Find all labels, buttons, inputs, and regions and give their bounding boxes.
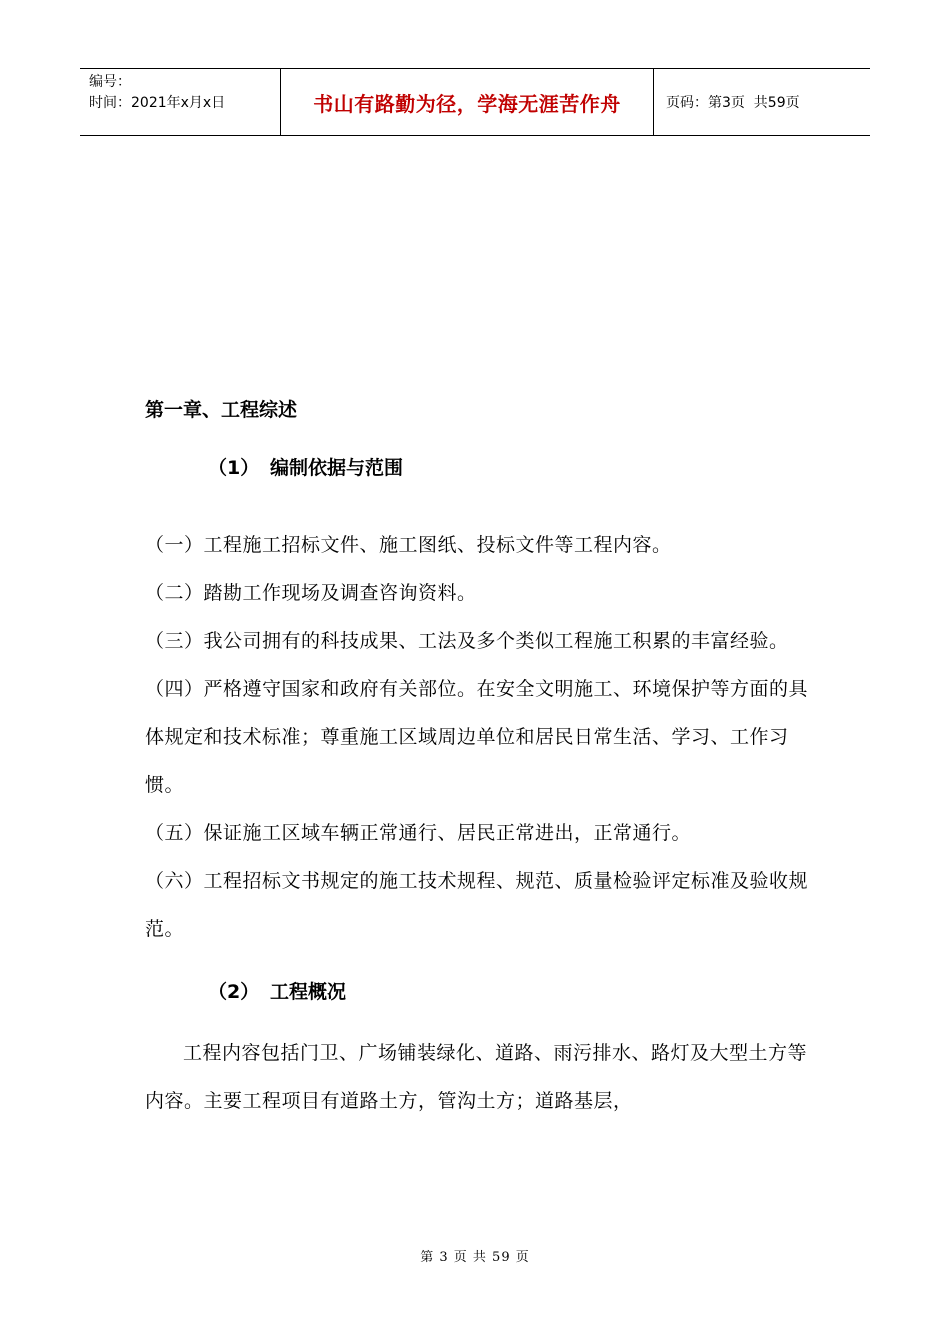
document-body <box>145 385 815 1125</box>
overview-paragraph: 工程内容包括门卫、广场铺装绿化、道路、雨污排水、路灯及大型土方等内容。主要工程项目有道路土方，管沟土方；道路基层， <box>145 1042 808 1112</box>
list-item: （三）我公司拥有的科技成果、工法及多个类似工程施工积累的丰富经验。 <box>145 630 789 652</box>
section-heading-1 <box>145 443 815 493</box>
header-motto: 书山有路勤为径，学海无涯苦作舟 <box>281 69 654 135</box>
header-page-info: 页码：第3页 共59页 <box>666 95 800 111</box>
serial-label: 编号： <box>89 74 131 90</box>
section-heading-2 <box>145 967 815 1017</box>
page-header <box>80 68 870 136</box>
header-meta-cell <box>80 69 281 135</box>
list-item: （一）工程施工招标文件、施工图纸、投标文件等工程内容。 <box>145 534 672 556</box>
section-number: （1） <box>208 457 260 479</box>
list-item: （六）工程招标文书规定的施工技术规程、规范、质量检验评定标准及验收规范。 <box>145 870 809 940</box>
list-item: （五）保证施工区域车辆正常通行、居民正常进出，正常通行。 <box>145 822 692 844</box>
section-title: 工程概况 <box>270 981 347 1003</box>
list-item: （二）踏勘工作现场及调查咨询资料。 <box>145 582 477 604</box>
page-footer: 第 3 页 共 59 页 <box>420 1250 530 1265</box>
chapter-title: 第一章、工程综述 <box>145 399 298 421</box>
list-item: （四）严格遵守国家和政府有关部位。在安全文明施工、环境保护等方面的具体规定和技术标准；尊重施工区域周边单位和居民日常生活、学习、工作习惯。 <box>145 678 809 796</box>
header-page-info-cell <box>654 69 870 135</box>
section-title: 编制依据与范围 <box>270 457 404 479</box>
section-number: （2） <box>208 981 260 1003</box>
time-label: 时间：2021年x月x日 <box>89 95 226 111</box>
